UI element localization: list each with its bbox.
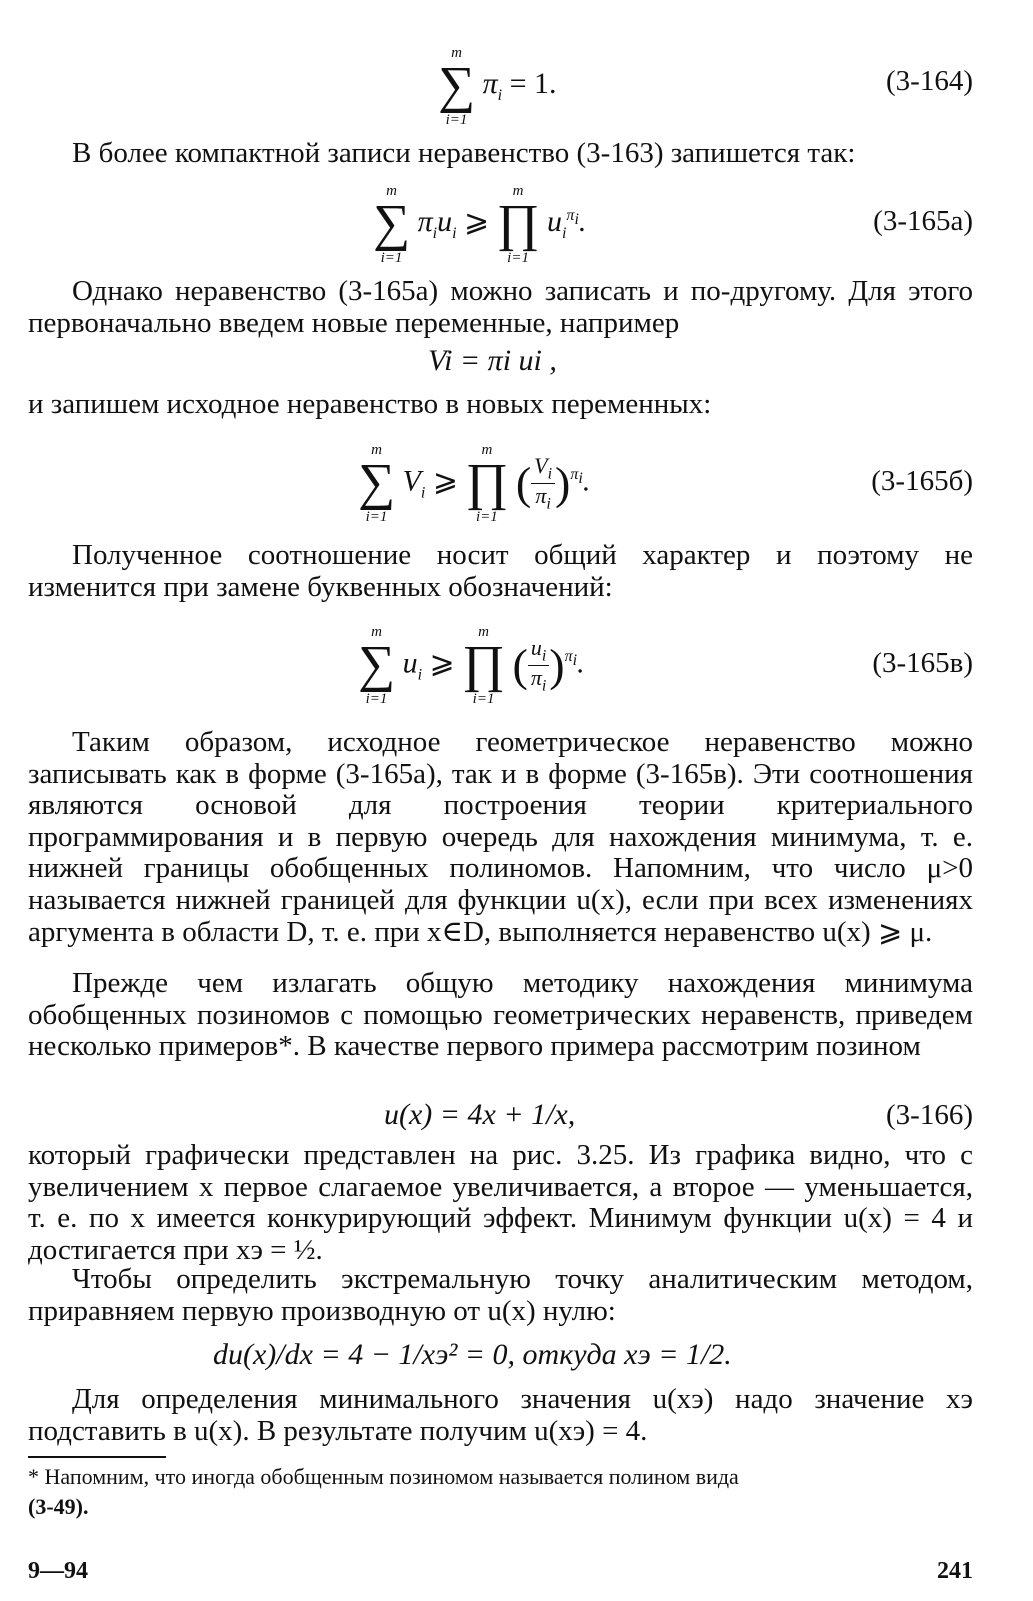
posynomial: u(x) = 4x + 1/x, — [384, 1098, 576, 1131]
sum-symbol: ∑ m i=1 — [438, 45, 476, 128]
page-number: 241 — [937, 1558, 973, 1584]
sum-symbol: ∑ m i=1 — [358, 624, 396, 708]
footnote-text: * Напомним, что иногда обобщенным позиномом называется полином вида — [28, 1464, 739, 1489]
sum-symbol: ∑ m i=1 — [373, 183, 411, 266]
eq164-rhs: = 1. — [509, 66, 557, 100]
eq164-lhs: π — [482, 66, 498, 100]
equation-3-165a: ∑ m i=1 $\pi_iu_i$ ⩾ ∏ m i=1 $u_i^{\pi_i}$. (3-165а) — [373, 183, 973, 266]
equation-3-165b: ∑ m i=1 $V_i$ ⩾ ∏ m i=1 ( $\frac{V_i}{\pi_i}$ )$^{\pi_i}$. (3-165б) — [358, 442, 973, 526]
paragraph: Таким образом, исходное геометрическое неравенство можно записывать как в форме (3-165а), так и в форме (3-165в). Эти соотношения являются основой для построения теории критериального программирования и в первую очередь для нахождения минимума, т. е. нижней границы обобщенных полиномов. Напомним, что число μ>0 называется нижней границей для функции u(x), если при всех изменениях аргумента в области D, т. е. при x∈D, выполняется неравенство u(x) ⩾ μ. — [28, 726, 973, 948]
footnote — [28, 1462, 973, 1522]
footnote-ref: (3-49). — [28, 1494, 89, 1519]
signature-mark: 9—94 — [28, 1558, 88, 1584]
paragraph: и запишем исходное неравенство в новых переменных: — [28, 388, 712, 420]
equation-number: (3-165б) — [871, 465, 973, 497]
paragraph: Однако неравенство (3-165а) можно записать и по-другому. Для этого первоначально введем новые переменные, например — [28, 275, 973, 339]
equation-number: (3-166) — [886, 1099, 973, 1131]
equation-3-165v: ∑ m i=1 $u_i$ ⩾ ∏ m i=1 ( $\frac{u_i}{\pi_i}$ )$^{\pi_i}$. (3-165в) — [358, 624, 973, 708]
equation-number: (3-165а) — [873, 205, 973, 237]
product-symbol: ∏ m i=1 — [462, 624, 505, 708]
footnote-rule — [28, 1456, 166, 1458]
equation-v-definition — [28, 344, 973, 380]
derivative: du(x)/dx = 4 − 1/xэ² = 0, откуда xэ = 1/2. — [213, 1338, 732, 1371]
equation-derivative — [28, 1338, 973, 1374]
paragraph: который графически представлен на рис. 3.25. Из графика видно, что с увеличением x первое слагаемое увеличивается, а второе — уменьшается, т. е. по x имеется конкурирующий эффект. Минимум функции u(x) = 4 и достигается при xэ = ½. — [28, 1139, 973, 1266]
paragraph: Для определения минимального значения u(xэ) надо значение xэ подставить в u(x). В результате получим u(xэ) = 4. — [28, 1383, 973, 1447]
paragraph: В более компактной записи неравенство (3-163) запишется так: — [72, 137, 856, 169]
paragraph: Чтобы определить экстремальную точку аналитическим методом, приравняем первую производную от u(x) нулю: — [28, 1263, 973, 1327]
equation-number: (3-164) — [886, 65, 973, 97]
paragraph: Прежде чем излагать общую методику нахождения минимума обобщенных позиномов с помощью геометрических неравенств, приведем несколько примеров*. В качестве первого примера рассмотрим позином — [28, 967, 973, 1063]
equation-number: (3-165в) — [872, 647, 973, 679]
paragraph: Полученное соотношение носит общий характер и поэтому не изменится при замене буквенных обозначений: — [28, 539, 973, 603]
v-definition: Vi = πi ui , — [428, 344, 557, 377]
equation-3-164: ∑ m i=1 $\pi_i = 1$. (3-164) — [438, 45, 973, 128]
product-symbol: ∏ m i=1 — [465, 442, 509, 526]
product-symbol: ∏ m i=1 — [496, 183, 540, 266]
book-page — [28, 0, 973, 1601]
sum-symbol: ∑ m i=1 — [358, 442, 396, 526]
equation-3-166 — [28, 1098, 973, 1134]
